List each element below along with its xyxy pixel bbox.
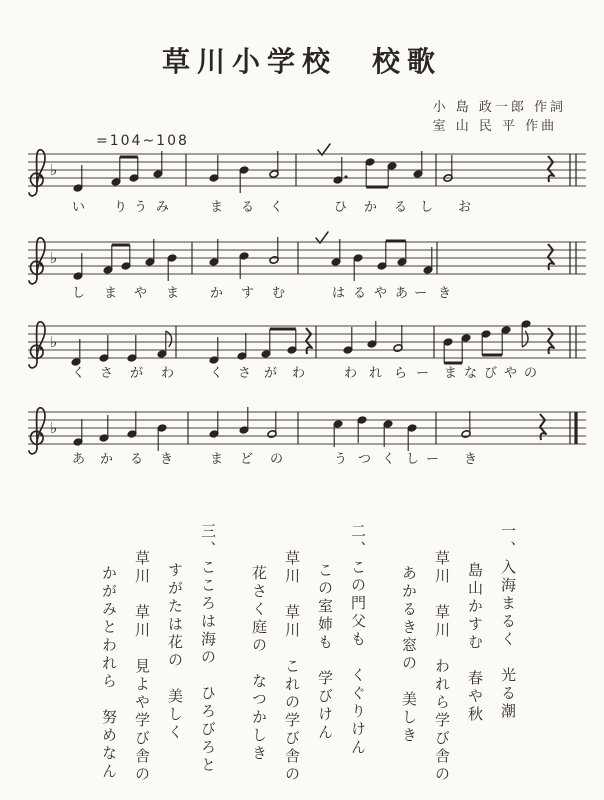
lyric-syllable: ど: [240, 452, 254, 467]
lyric-syllable: お: [458, 200, 472, 215]
lyric-syllable: る: [394, 200, 408, 215]
lyrics-row-2: [0, 282, 604, 300]
lyric-syllable: わ: [344, 366, 358, 381]
treble-clef-icon: [29, 150, 45, 196]
verse-3-line-2: すがたは花の 美しく: [166, 562, 184, 742]
lyric-syllable: ひ: [334, 200, 348, 215]
lyric-syllable: わ: [292, 366, 306, 381]
lyric-syllable: く: [210, 366, 224, 381]
lyric-syllable: く: [270, 200, 284, 215]
lyric-syllable: ま: [166, 286, 180, 301]
lyric-syllable: は: [332, 286, 346, 301]
lyric-syllable: い: [72, 200, 86, 215]
staff-1-notation: [0, 140, 604, 204]
lyric-syllable: う: [134, 200, 148, 215]
lyric-syllable: ー: [416, 366, 430, 381]
flat-sign: ♭: [50, 333, 58, 351]
lyric-syllable: し: [420, 200, 434, 215]
verse-2-line-4: 花さく庭の なつかしき: [250, 565, 268, 763]
lyric-syllable: や: [134, 286, 148, 301]
lyric-syllable: む: [272, 286, 286, 301]
lyric-syllable: か: [210, 286, 224, 301]
treble-clef-icon: [29, 408, 45, 454]
lyric-syllable: び: [484, 366, 498, 381]
lyric-syllable: ら: [394, 366, 408, 381]
lyric-syllable: る: [130, 452, 144, 467]
lyric-syllable: き: [160, 452, 174, 467]
lyric-syllable: く: [72, 366, 86, 381]
lyric-syllable: が: [130, 366, 144, 381]
augmentation-dot: [344, 175, 347, 178]
tempo-marking: =104~108: [96, 133, 189, 149]
composer-credit: 室 山 民 平 作曲: [432, 119, 558, 134]
lyrics-row-1: [0, 196, 604, 214]
verse-1-line-1: 一、入海まるく 光る潮: [499, 523, 517, 721]
verse-2-line-2: この室姉も 学びけん: [316, 562, 334, 742]
lyric-syllable: ま: [444, 366, 458, 381]
lyric-syllable: か: [364, 200, 378, 215]
lyric-syllable: ー: [414, 286, 428, 301]
verse-1-line-2: 島山かすむ 春や秋: [466, 562, 484, 724]
page-title: 草川小学校 校歌: [161, 45, 442, 78]
lyric-syllable: ー: [426, 452, 440, 467]
verse-3-line-4: かがみとわれら 努めなん: [100, 565, 118, 781]
staff-1: [0, 140, 604, 204]
flat-sign: ♭: [50, 419, 58, 437]
verse-3-line-3: 草川 草川 見よや学び舎の: [133, 550, 151, 784]
lyric-syllable: さ: [100, 366, 114, 381]
treble-clef-icon: [29, 322, 45, 368]
lyric-syllable: が: [264, 366, 278, 381]
lyrics-row-3: [0, 362, 604, 380]
lyric-syllable: わ: [161, 366, 175, 381]
lyric-syllable: ま: [210, 452, 224, 467]
lyric-syllable: み: [156, 200, 170, 215]
verse-2-line-1: 二、この門父も くぐりけん: [349, 523, 367, 757]
lyric-syllable: や: [374, 286, 388, 301]
lyric-syllable: れ: [369, 366, 383, 381]
flat-sign: ♭: [50, 161, 58, 179]
lyric-syllable: の: [270, 452, 284, 467]
lyric-syllable: き: [438, 286, 452, 301]
lyric-syllable: く: [382, 452, 396, 467]
verses-section: [0, 515, 604, 800]
lyrics-row-4: [0, 448, 604, 466]
lyric-syllable: す: [241, 286, 255, 301]
lyric-syllable: さ: [238, 366, 252, 381]
lyric-syllable: う: [334, 452, 348, 467]
lyric-syllable: あ: [395, 286, 409, 301]
eighth-flag: [166, 331, 172, 347]
eighth-flag: [522, 331, 528, 347]
verse-3-line-1: 三、こころは海の ひろびろと: [199, 523, 217, 775]
breath-mark-icon: [316, 232, 328, 243]
lyric-syllable: ま: [210, 200, 224, 215]
verse-1-line-3: 草川 草川 われら学び舎の: [433, 550, 451, 784]
credits-block: [433, 98, 566, 136]
verse-1-line-4: あかるき窓の 美しき: [400, 565, 418, 745]
flat-sign: ♭: [50, 249, 58, 267]
lyric-syllable: る: [353, 286, 367, 301]
breath-mark-icon: [318, 144, 330, 155]
lyric-syllable: る: [241, 200, 255, 215]
lyric-syllable: し: [406, 452, 420, 467]
lyric-syllable: か: [100, 452, 114, 467]
lyric-syllable: り: [114, 200, 128, 215]
lyric-syllable: し: [72, 286, 86, 301]
lyric-syllable: の: [524, 366, 538, 381]
lyricist-credit: 小 島 政一郎 作詞: [432, 100, 566, 115]
verse-2-line-3: 草川 草川 これの学び舎の: [283, 550, 301, 784]
treble-clef-icon: [29, 238, 45, 284]
lyric-syllable: や: [504, 366, 518, 381]
lyric-syllable: な: [464, 366, 478, 381]
lyric-syllable: あ: [72, 452, 86, 467]
lyric-syllable: ま: [104, 286, 118, 301]
lyric-syllable: つ: [358, 452, 372, 467]
lyric-syllable: き: [464, 452, 478, 467]
